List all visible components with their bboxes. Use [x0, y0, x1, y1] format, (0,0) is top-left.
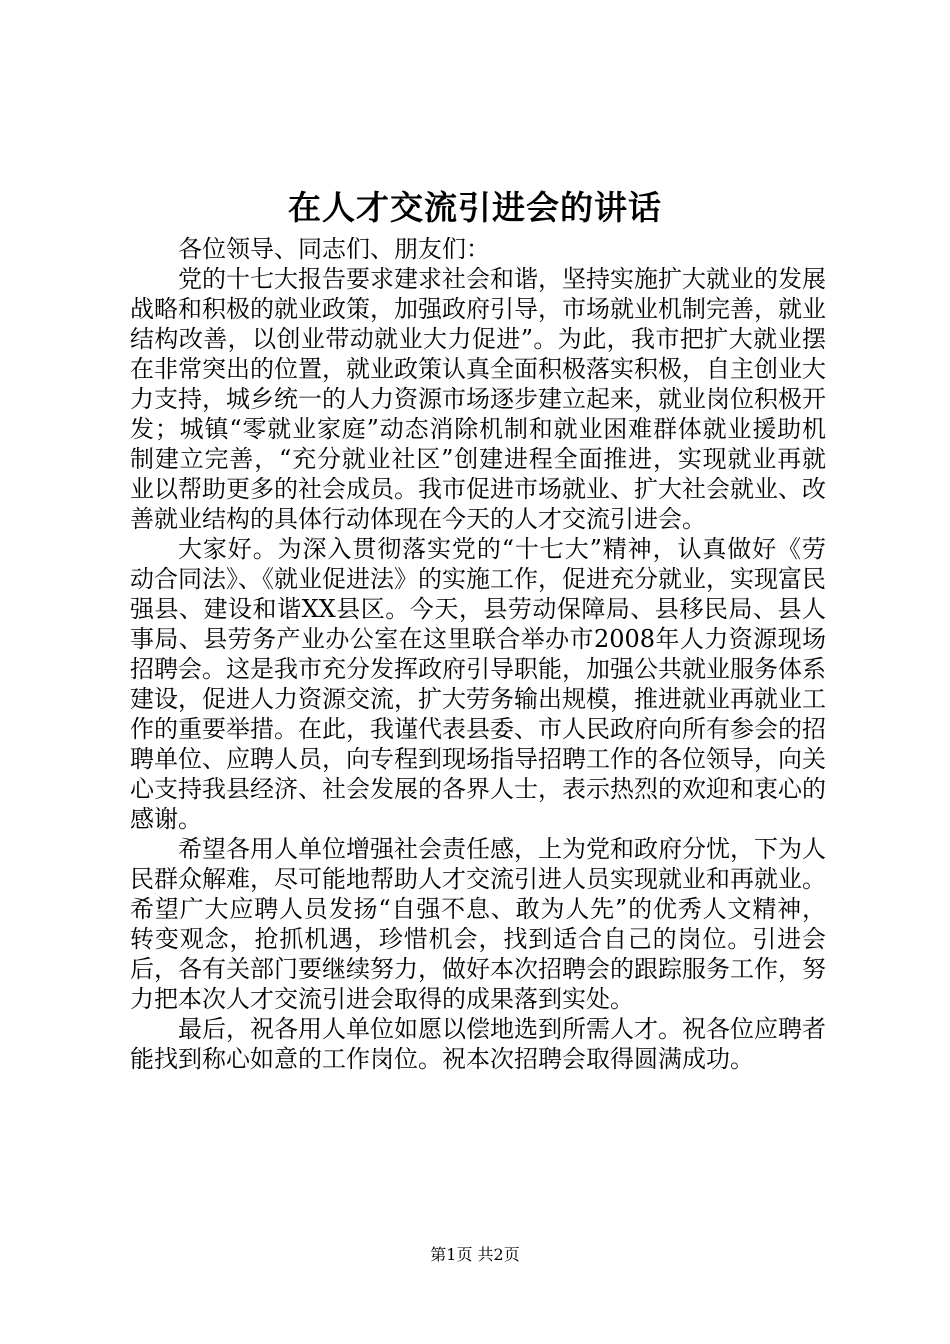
salutation: 各位领导、同志们、朋友们：: [178, 235, 490, 263]
document-title: 在人才交流引进会的讲话: [288, 188, 662, 227]
paragraph-3: 希望各用人单位增强社会责任感，上为党和政府分忧，下为人民群众解难，尽可能地帮助人才交流引进人员实现就业和再就业。希望广大应聘人员发扬“自强不息、敢为人先”的优秀人文精神，转变观念，抢抓机遇，珍惜机会，找到适合自己的岗位。引进会后，各有关部门要继续努力，做好本次招聘会的跟踪服务工作，努力把本次人才交流引进会取得的成果落到实处。: [130, 835, 826, 1013]
document-body: [130, 234, 826, 1074]
paragraph-2: 大家好。为深入贯彻落实党的“十七大”精神，认真做好《劳动合同法》、《就业促进法》的实施工作，促进充分就业，实现富民强县、建设和谐XX县区。今天，县劳动保障局、县移民局、县人事局、县劳务产业办公室在这里联合举办市2008年人力资源现场招聘会。这是我市充分发挥政府引导职能，加强公共就业服务体系建设，促进人力资源交流，扩大劳务输出规模，推进就业再就业工作的重要举措。在此，我谨代表县委、市人民政府向所有参会的招聘单位、应聘人员，向专程到现场指导招聘工作的各位领导，向关心支持我县经济、社会发展的各界人士，表示热烈的欢迎和衷心的感谢。: [130, 535, 826, 833]
paragraph-4: 最后，祝各用人单位如愿以偿地选到所需人才。祝各位应聘者能找到称心如意的工作岗位。祝本次招聘会取得圆满成功。: [130, 1015, 826, 1073]
page-footer: 第1页 共2页: [430, 1245, 520, 1264]
paragraph-1: 党的十七大报告要求建求社会和谐，坚持实施扩大就业的发展战略和积极的就业政策，加强政府引导，市场就业机制完善，就业结构改善，以创业带动就业大力促进”。为此，我市把扩大就业摆在非常突出的位置，就业政策认真全面积极落实积极，自主创业大力支持，城乡统一的人力资源市场逐步建立起来，就业岗位积极开发；城镇“零就业家庭”动态消除机制和就业困难群体就业援助机制建立完善，“充分就业社区”创建进程全面推进，实现就业再就业以帮助更多的社会成员。我市促进市场就业、扩大社会就业、改善就业结构的具体行动体现在今天的人才交流引进会。: [130, 265, 826, 533]
